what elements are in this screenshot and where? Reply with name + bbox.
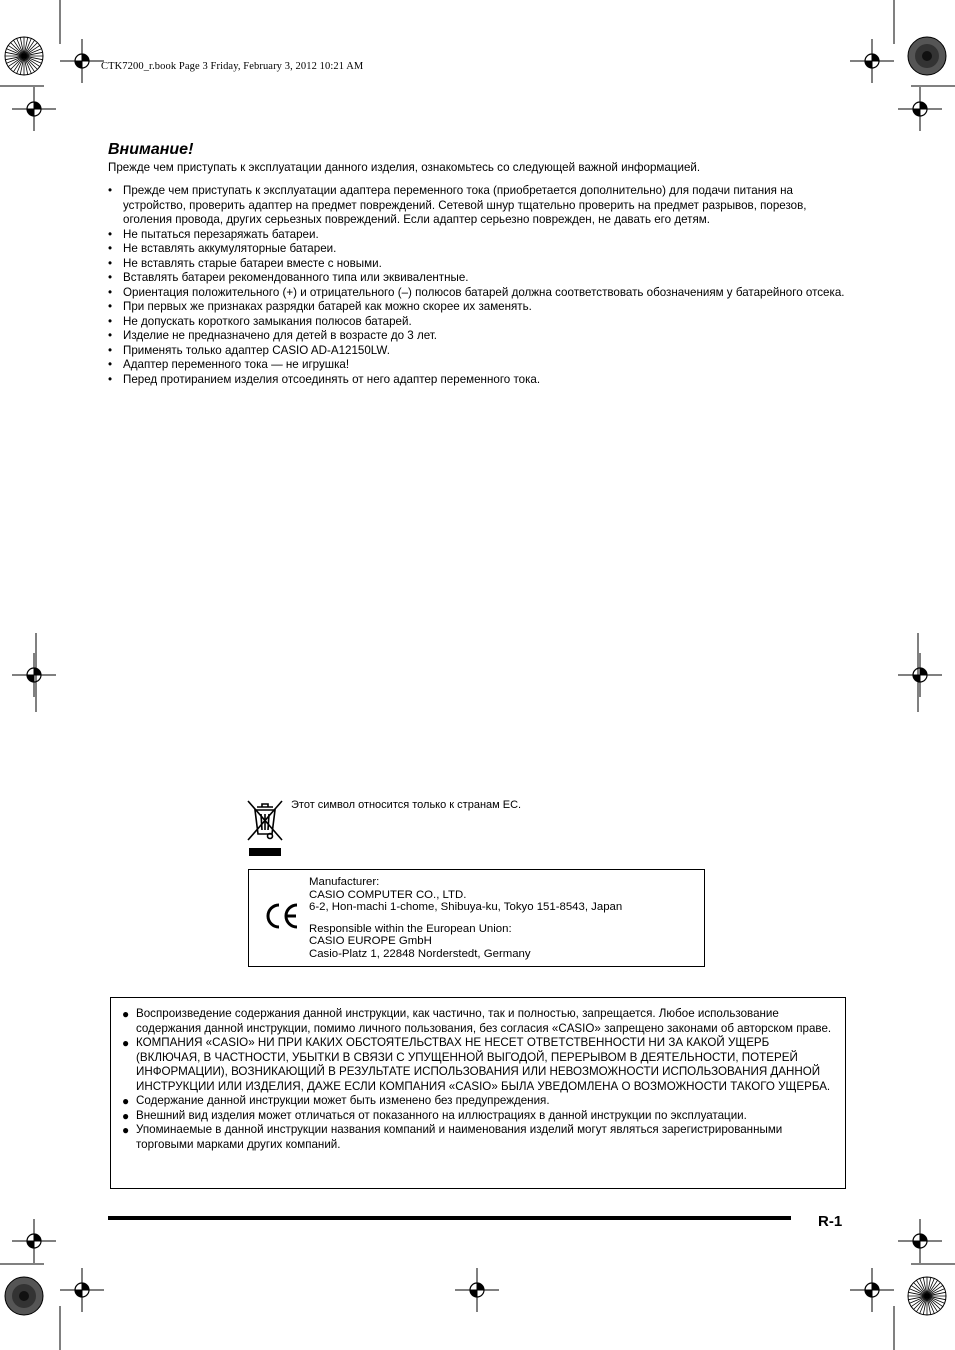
bullet-icon: • bbox=[108, 314, 113, 328]
warning-item-text: Прежде чем приступать к эксплуатации адаптера переменного тока (приобретается дополнительно) для подачи питания на устройство, проверить адаптер на предмет повреждений. Сетевой шнур тщательно проверить на предмет разрывов, порезов, оголения провода, других серьезных повреждений. Если адаптер серьезно поврежден, не давать его детям. bbox=[123, 184, 807, 226]
manufacturer-info bbox=[309, 876, 622, 961]
warning-item bbox=[108, 271, 848, 286]
warning-item-text: Не допускать короткого замыкания полюсов батарей. bbox=[123, 314, 412, 328]
legal-item-text: Воспроизведение содержания данной инструкции, как частично, так и полностью, запрещается. Любое использование содержания данной инструкции, помимо личного пользования, без согласия «CASIO» запрещено законами об авторском праве. bbox=[136, 1007, 832, 1035]
legal-item bbox=[122, 1123, 832, 1152]
warning-item-text: Вставлять батареи рекомендованного типа или эквивалентные. bbox=[123, 271, 469, 284]
warning-item bbox=[108, 373, 848, 388]
eu-responsible-label: Responsible within the European Union: bbox=[309, 922, 512, 935]
bullet-icon: • bbox=[108, 300, 113, 313]
warning-item bbox=[108, 344, 848, 359]
legal-item bbox=[122, 1094, 832, 1109]
warning-item bbox=[108, 257, 848, 272]
manufacturer-address: 6-2, Hon-machi 1-chome, Shibuya-ku, Tokyo 151-8543, Japan bbox=[309, 901, 623, 914]
legal-bullet-icon: ● bbox=[122, 1007, 130, 1021]
bullet-icon: • bbox=[108, 372, 113, 386]
warning-title: Внимание! bbox=[108, 141, 194, 158]
legal-bullet-icon: ● bbox=[122, 1094, 130, 1108]
warning-item bbox=[108, 228, 848, 243]
weee-notice: Этот символ относится только к странам ЕС. bbox=[291, 799, 522, 811]
warning-intro: Прежде чем приступать к эксплуатации данного изделия, ознакомьтесь со следующей важной информацией. bbox=[108, 161, 701, 174]
warning-item-text: Не вставлять старые батареи вместе с новыми. bbox=[123, 256, 382, 270]
warning-item bbox=[108, 358, 848, 373]
eu-address: Casio-Platz 1, 22848 Norderstedt, Germany bbox=[309, 947, 531, 960]
warning-item-text: Не пытаться перезаряжать батареи. bbox=[123, 227, 319, 241]
manufacturer-label: Manufacturer: bbox=[309, 876, 380, 888]
legal-bullet-icon: ● bbox=[122, 1036, 130, 1050]
bullet-icon: • bbox=[108, 271, 113, 284]
warning-item-text: Не вставлять аккумуляторные батареи. bbox=[123, 242, 337, 255]
warning-item bbox=[108, 329, 848, 344]
ce-mark-icon bbox=[264, 901, 300, 931]
warning-item-text: Изделие не предназначено для детей в возрасте до 3 лет. bbox=[123, 329, 438, 342]
legal-bullet-icon: ● bbox=[122, 1123, 130, 1137]
legal-item-text: Упоминаемые в данной инструкции названия компаний и наименования изделий могут являться зарегистрированными торговыми марками других компаний. bbox=[136, 1123, 783, 1151]
bullet-icon: • bbox=[108, 184, 113, 197]
footer-rule bbox=[108, 1216, 791, 1220]
warning-item-text: При первых же признаках разрядки батарей как можно скорее их заменять. bbox=[123, 300, 532, 313]
warning-item bbox=[108, 315, 848, 330]
legal-item bbox=[122, 1109, 832, 1124]
legal-item bbox=[122, 1007, 832, 1036]
crossed-out-wheelie-bin-icon bbox=[247, 798, 283, 858]
warning-item bbox=[108, 242, 848, 257]
warning-item bbox=[108, 286, 848, 301]
warning-item bbox=[108, 184, 848, 228]
legal-item-text: Содержание данной инструкции может быть изменено без предупреждения. bbox=[136, 1094, 550, 1107]
bullet-icon: • bbox=[108, 329, 113, 342]
legal-item-text: Внешний вид изделия может отличаться от показанного на иллюстрациях в данной инструкции по эксплуатации. bbox=[136, 1108, 747, 1122]
bullet-icon: • bbox=[108, 285, 113, 299]
warning-item bbox=[108, 300, 848, 315]
legal-item bbox=[122, 1036, 832, 1094]
warning-item-text: Адаптер переменного тока — не игрушка! bbox=[123, 358, 350, 371]
page-number: R-1 bbox=[818, 1213, 843, 1230]
warning-item-text: Применять только адаптер CASIO AD-A12150LW. bbox=[123, 343, 390, 357]
print-header-note: CTK7200_r.book Page 3 Friday, February 3, 2012 10:21 AM bbox=[101, 61, 364, 72]
warning-item-text: Ориентация положительного (+) и отрицательного (–) полюсов батарей должна соответствовать обозначениям у батарейного отсека. bbox=[123, 285, 845, 299]
warning-item-text: Перед протиранием изделия отсоединять от него адаптер переменного тока. bbox=[123, 372, 541, 386]
manufacturer-company: CASIO COMPUTER CO., LTD. bbox=[309, 888, 467, 901]
bullet-icon: • bbox=[108, 227, 113, 241]
bullet-icon: • bbox=[108, 242, 113, 255]
legal-bullet-icon: ● bbox=[122, 1108, 130, 1123]
warning-list bbox=[108, 184, 848, 387]
eu-company: CASIO EUROPE GmbH bbox=[309, 935, 432, 948]
bullet-icon: • bbox=[108, 358, 113, 371]
bullet-icon: • bbox=[108, 343, 113, 357]
bullet-icon: • bbox=[108, 256, 113, 270]
legal-item-text: КОМПАНИЯ «CASIO» НИ ПРИ КАКИХ ОБСТОЯТЕЛЬСТВАХ НЕ НЕСЕТ ОТВЕТСТВЕННОСТИ НИ ЗА КАКОЙ УЩЕРБ (ВКЛЮЧАЯ, В ЧАСТНОСТИ, УБЫТКИ В СВЯЗИ С УПУЩЕННОЙ ВЫГОДОЙ, ПЕРЕРЫВОМ В ДЕЯТЕЛЬНОСТИ, ПОТЕРЕЙ ИНФОРМАЦИИ), ВОЗНИКАЮЩИЙ В РЕЗУЛЬТАТЕ ИСПОЛЬЗОВАНИЯ ИЛИ НЕВОЗМОЖНОСТИ ИСПОЛЬЗОВАНИЯ ДАННОЙ ИНСТРУКЦИИ ИЛИ ИЗДЕЛИЯ, ДАЖЕ ЕСЛИ КОМПАНИЯ «CASIO» БЫЛА УВЕДОМЛЕНА О ВОЗМОЖНОСТИ ТАКОГО УЩЕРБА. bbox=[136, 1036, 831, 1093]
legal-notice-list bbox=[122, 1007, 832, 1152]
